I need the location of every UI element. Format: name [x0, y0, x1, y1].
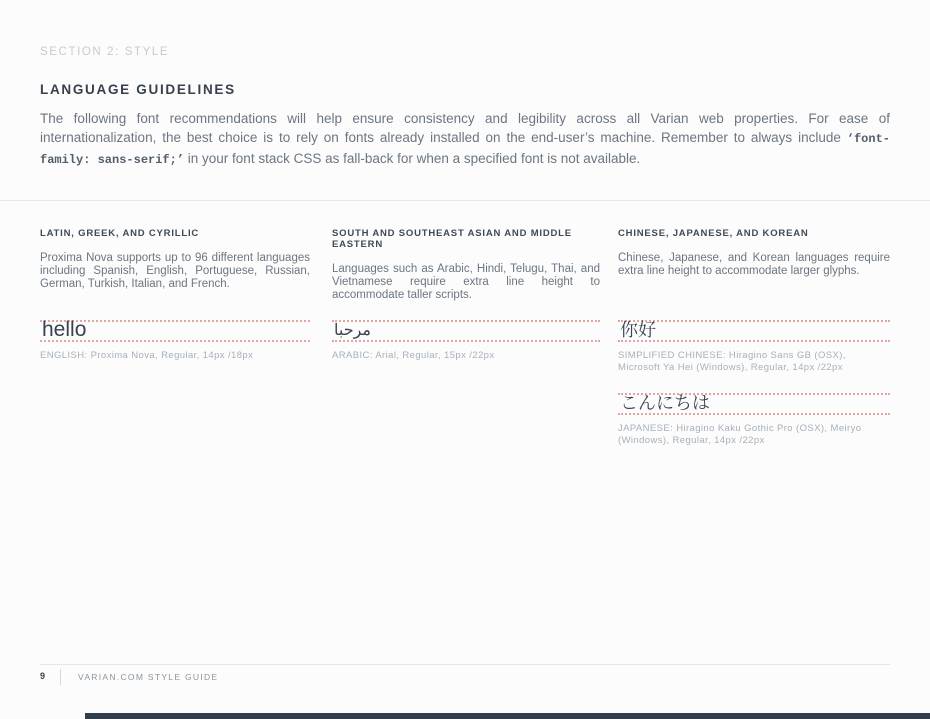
column-latin-greek-cyrillic: [40, 228, 310, 518]
footer-rule: [40, 664, 890, 665]
section-divider-rule: [0, 200, 930, 201]
baseline-guide-bottom: [40, 340, 310, 342]
sample-caption-arabic: ARABIC: Arial, Regular, 15px /22px: [332, 350, 495, 361]
baseline-guide-bottom: [332, 340, 600, 342]
baseline-guide-top: [332, 320, 600, 322]
sample-caption-english: ENGLISH: Proxima Nova, Regular, 14px /18px: [40, 350, 254, 361]
column-heading: SOUTH AND SOUTHEAST ASIAN AND MIDDLE EASTERN: [332, 228, 572, 250]
section-label: SECTION 2: STYLE: [40, 46, 170, 58]
column-body-text: Chinese, Japanese, and Korean languages require extra line height to accommodate larger glyphs.: [618, 252, 890, 277]
sample-caption-chinese: SIMPLIFIED CHINESE: Hiragino Sans GB (OSX), Microsoft Ya Hei (Windows), Regular, 14px /22px: [618, 350, 846, 373]
column-body-text: Languages such as Arabic, Hindi, Telugu, Thai, and Vietnamese require extra line height to accommodate taller scripts.: [332, 263, 600, 301]
page-title: LANGUAGE GUIDELINES: [40, 82, 236, 97]
baseline-guide-bottom: [618, 413, 890, 415]
type-sample-japanese: [618, 391, 890, 447]
type-sample-arabic: [332, 318, 600, 362]
type-sample-box: [40, 318, 310, 342]
type-sample-box: [618, 391, 890, 415]
page-number: 9: [40, 671, 46, 681]
intro-code-snippet: ‘font-family: sans-serif;’: [40, 132, 890, 167]
sample-text-english: hello: [42, 318, 87, 341]
column-heading: LATIN, GREEK, AND CYRILLIC: [40, 228, 200, 239]
sample-text-arabic: مرحبا: [334, 322, 371, 339]
column-body-text: Proxima Nova supports up to 96 different languages including Spanish, English, Portuguese, Russian, German, Turkish, Italian, and French.: [40, 252, 310, 290]
type-sample-english: [40, 318, 310, 362]
bottom-accent-bar: [85, 713, 930, 719]
footer-label: VARIAN.COM STYLE GUIDE: [78, 672, 219, 682]
type-sample-chinese: [618, 318, 890, 374]
column-heading: CHINESE, JAPANESE, AND KOREAN: [618, 228, 809, 239]
column-cjk: [618, 228, 890, 518]
column-south-asian-middle-eastern: [332, 228, 600, 518]
type-sample-box: [618, 318, 890, 342]
intro-text-trail: in your font stack CSS as fall-back for when a specified font is not available.: [184, 151, 641, 166]
sample-text-chinese: 你好: [620, 320, 656, 340]
sample-text-japanese: こんにちは: [620, 393, 710, 413]
baseline-guide-top: [618, 320, 890, 322]
type-sample-box: [332, 318, 600, 342]
intro-paragraph: [40, 109, 890, 170]
baseline-guide-bottom: [618, 340, 890, 342]
sample-caption-japanese: JAPANESE: Hiragino Kaku Gothic Pro (OSX), Meiryo (Windows), Regular, 14px /22px: [618, 423, 862, 446]
intro-text-lead: The following font recommendations will help ensure consistency and legibility across all Varian web properties. For ease of internationalization, the best choice is to rely on fonts already installed on the end-user’s machine. Remember to always include: [40, 111, 890, 145]
footer-divider: [60, 669, 61, 685]
